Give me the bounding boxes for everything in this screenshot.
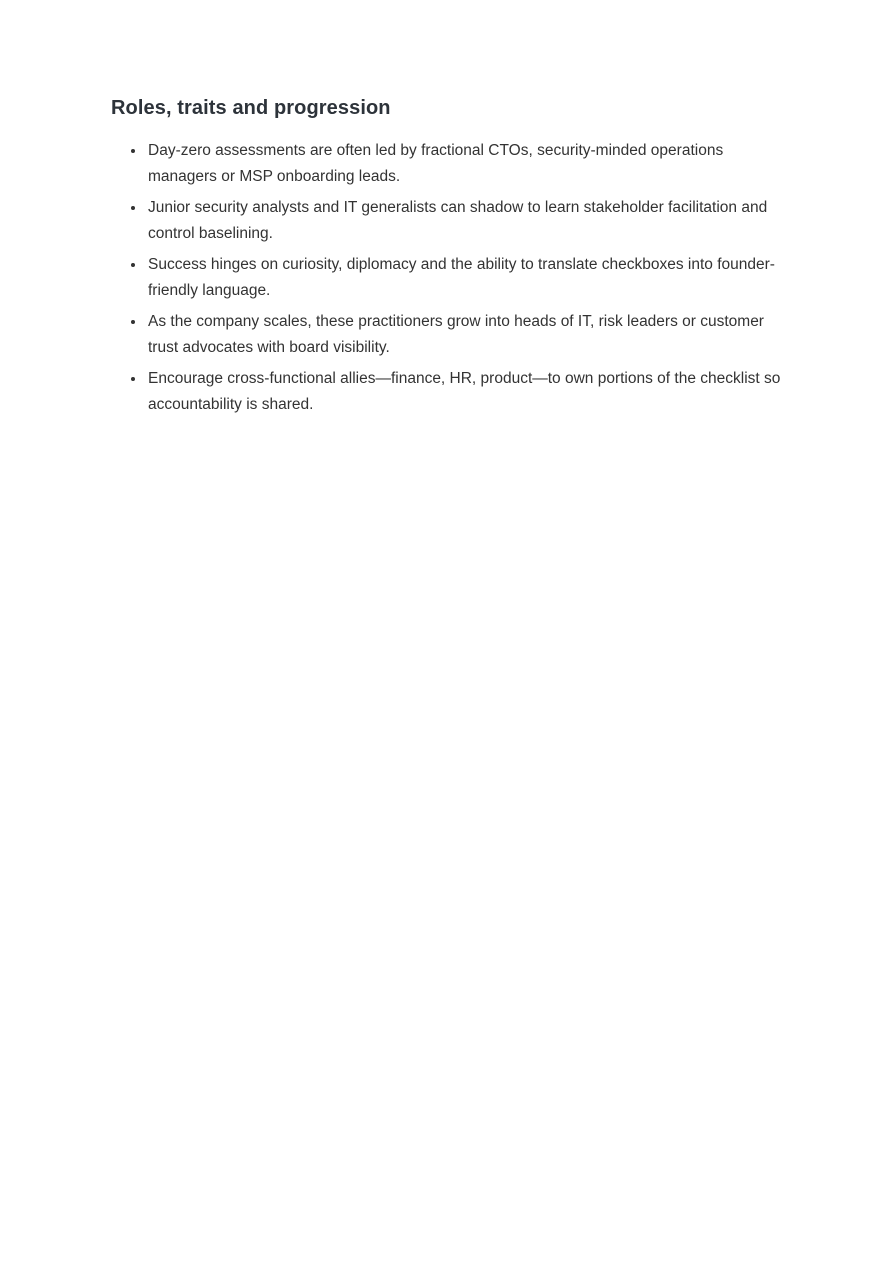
bullet-list	[111, 138, 793, 418]
list-item: • Encourage cross-functional allies—finance, HR, product—to own portions of the checklist so accountability is shared.	[146, 366, 793, 418]
section-heading: Roles, traits and progression	[111, 97, 391, 119]
list-item: • Day-zero assessments are often led by fractional CTOs, security-minded operations managers or MSP onboarding leads.	[146, 138, 793, 190]
list-item: • Junior security analysts and IT generalists can shadow to learn stakeholder facilitation and control baselining.	[146, 195, 793, 247]
list-item: • As the company scales, these practitioners grow into heads of IT, risk leaders or customer trust advocates with board visibility.	[146, 309, 793, 361]
list-item: • Success hinges on curiosity, diplomacy and the ability to translate checkboxes into founder-friendly language.	[146, 252, 793, 304]
